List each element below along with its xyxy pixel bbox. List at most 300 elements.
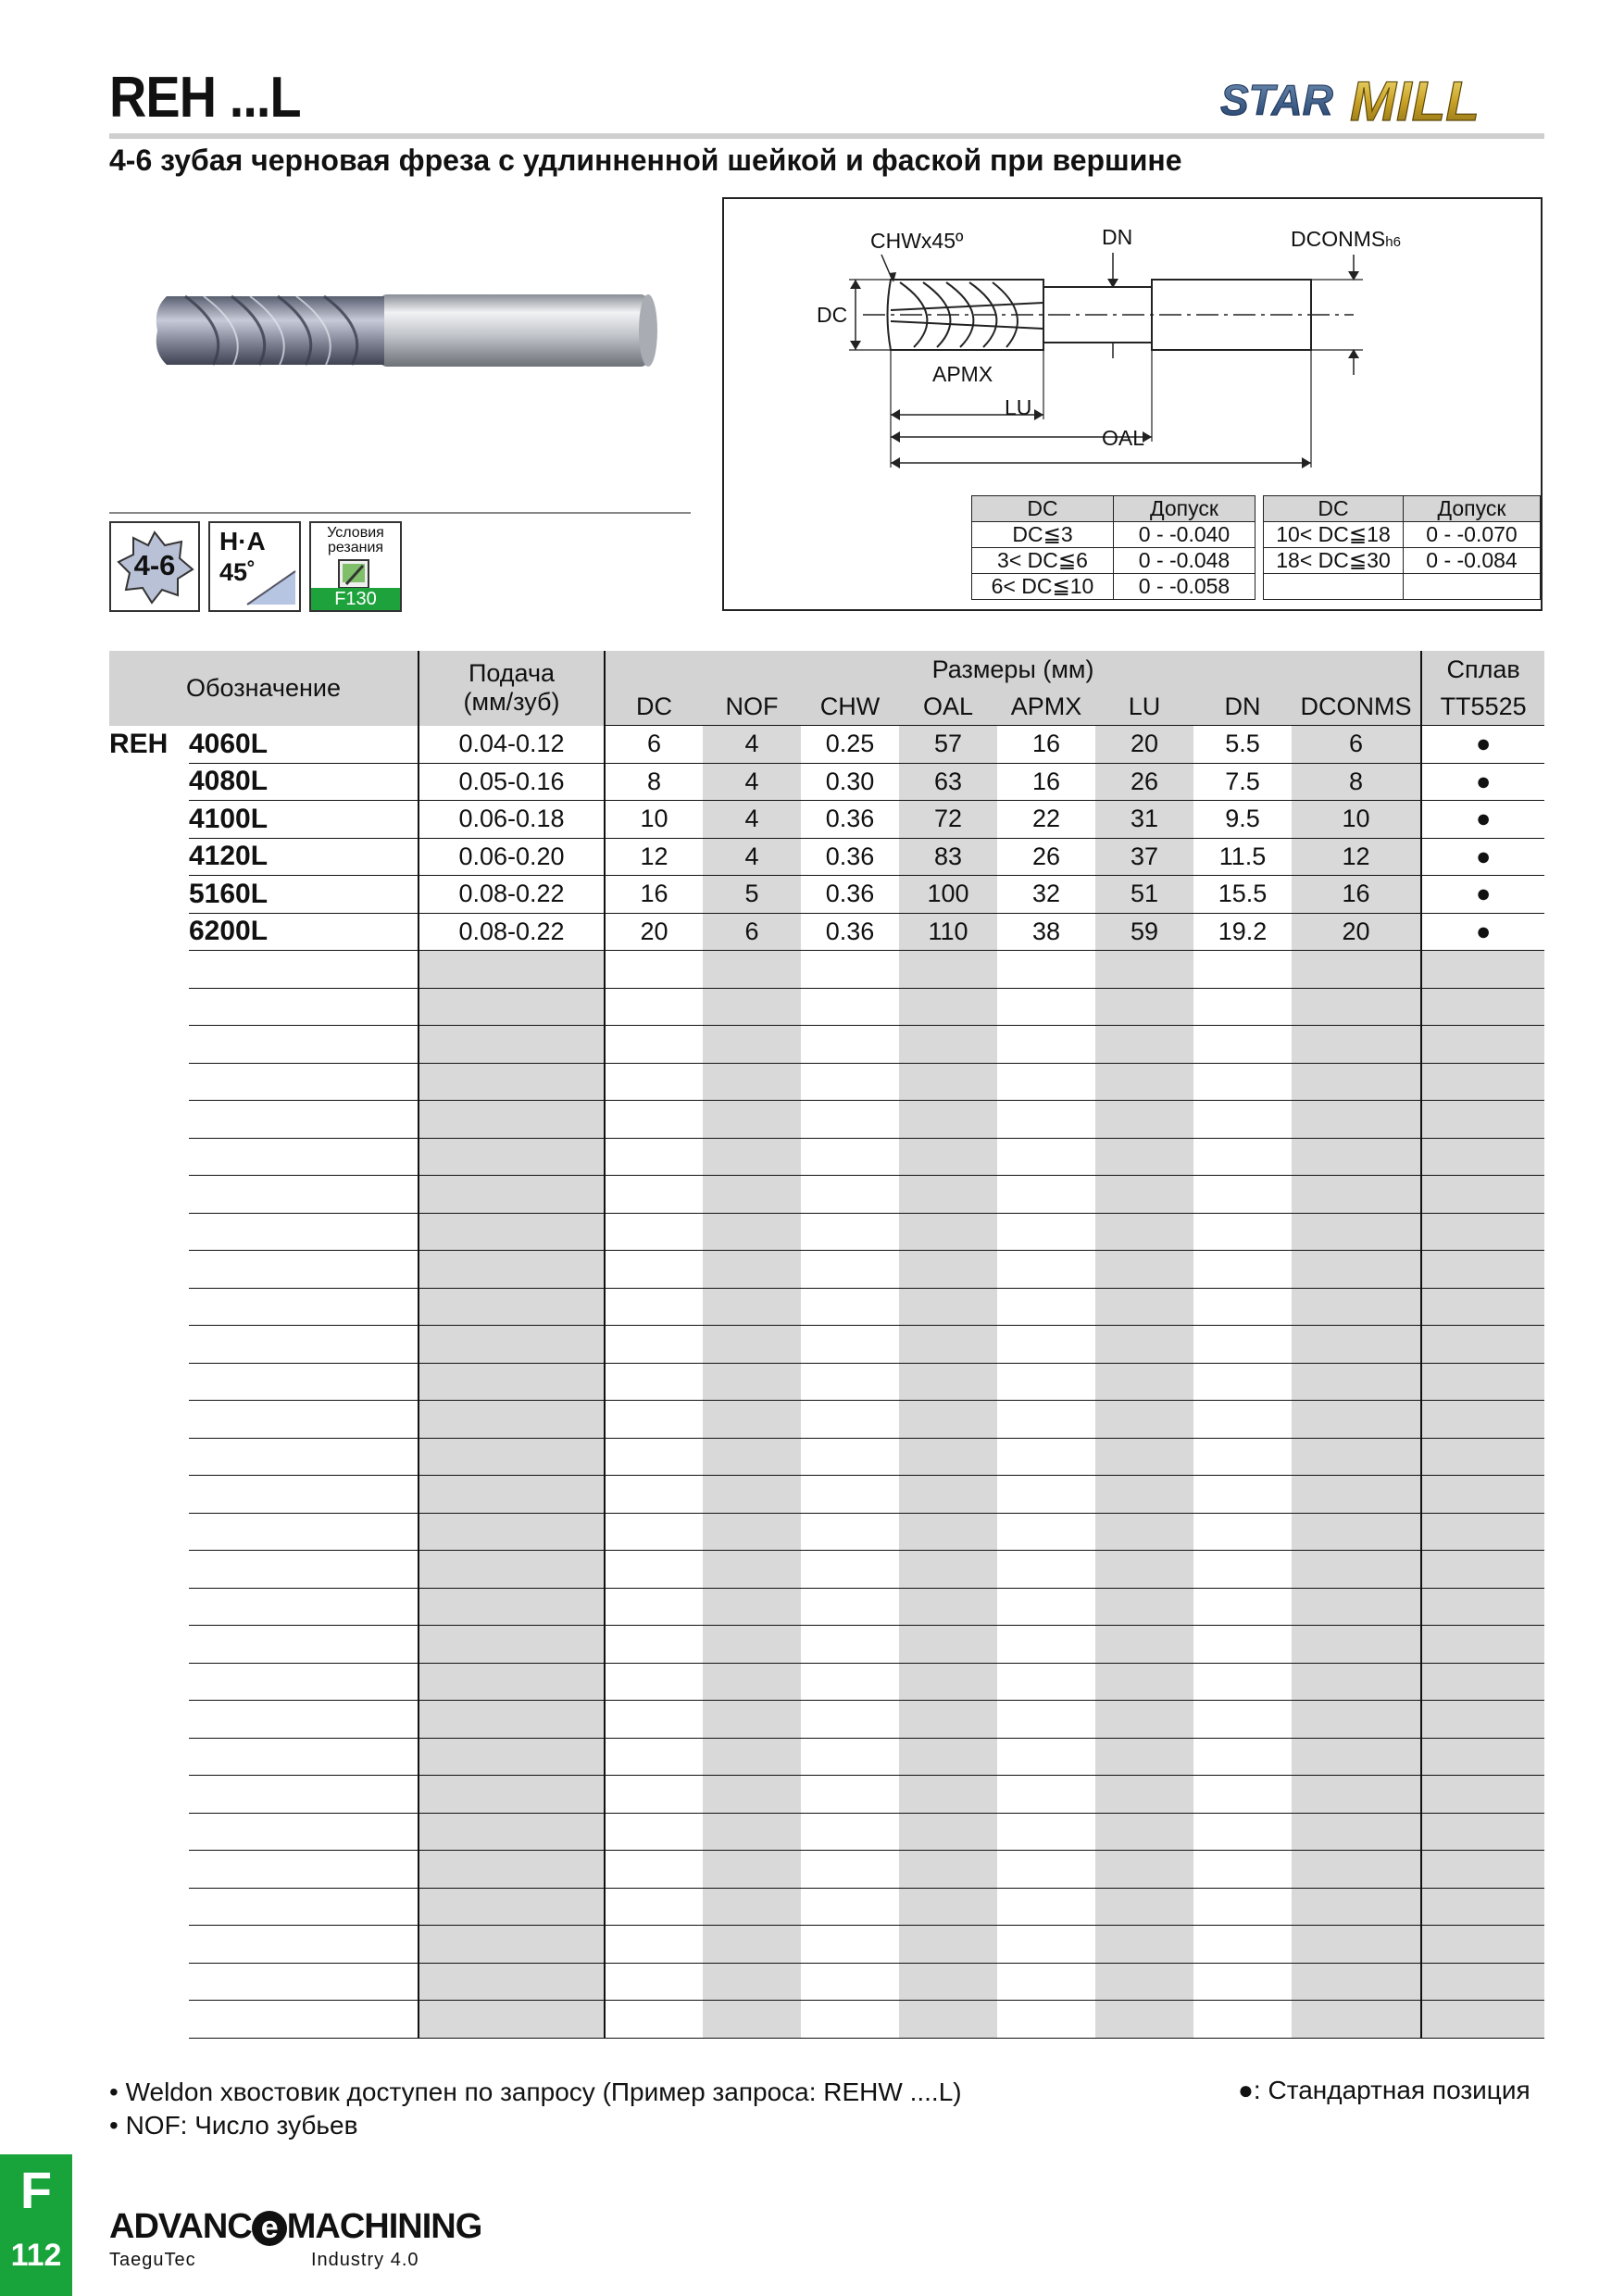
empty-row [109,1513,1544,1551]
empty-cell [1193,1888,1292,1926]
empty-cell [1095,1401,1193,1439]
empty-row [109,1626,1544,1664]
empty-cell [109,2001,189,2039]
empty-cell [1292,1888,1421,1926]
empty-cell [899,1888,997,1926]
empty-cell [605,988,703,1026]
empty-cell [418,1438,605,1476]
empty-cell [1292,1363,1421,1401]
empty-cell [1421,1326,1544,1364]
empty-cell [109,1513,189,1551]
empty-cell [189,1476,418,1514]
empty-cell [189,1663,418,1701]
empty-cell [1421,1176,1544,1214]
empty-cell [1421,1026,1544,1064]
empty-cell [1095,1776,1193,1814]
empty-cell [1292,1213,1421,1251]
page-subtitle: 4-6 зубая черновая фреза с удлинненной шейкой и фаской при вершине [109,144,1182,177]
empty-cell [418,1888,605,1926]
cond-label-1: Условия [327,525,384,541]
cell-chw: 0.36 [801,913,899,951]
empty-cell [189,1288,418,1326]
cell-grade-availability: ● [1421,801,1544,839]
icon-divider [109,512,691,514]
empty-cell [605,1701,703,1739]
empty-cell [1421,1663,1544,1701]
empty-cell [703,1776,801,1814]
empty-cell [703,1438,801,1476]
empty-cell [1095,1438,1193,1476]
empty-cell [899,1326,997,1364]
empty-cell [1292,1026,1421,1064]
label-apmx: APMX [932,362,993,386]
end-mill-image [148,278,667,380]
empty-cell [1095,1513,1193,1551]
empty-cell [801,1363,899,1401]
empty-cell [801,1513,899,1551]
cell-feed: 0.06-0.20 [418,838,605,876]
cell-apmx: 16 [997,726,1095,764]
cell-nof: 4 [703,801,801,839]
cell-lu: 51 [1095,876,1193,914]
cell-chw: 0.36 [801,838,899,876]
empty-cell [1193,1438,1292,1476]
empty-cell [801,1888,899,1926]
empty-cell [1193,1851,1292,1889]
empty-cell [703,1101,801,1139]
table-row [109,876,1544,914]
cell-oal: 110 [899,913,997,951]
empty-cell [418,1776,605,1814]
cell-prefix [109,838,189,876]
empty-cell [703,1513,801,1551]
empty-cell [703,1063,801,1101]
empty-cell [1193,1776,1292,1814]
empty-cell [1193,1138,1292,1176]
empty-cell [109,1476,189,1514]
empty-cell [1193,1026,1292,1064]
empty-cell [801,1776,899,1814]
helix-angle-badge [208,521,301,612]
empty-cell [801,1626,899,1664]
empty-cell [418,988,605,1026]
cell-apmx: 16 [997,763,1095,801]
tol-cell: 0 - -0.058 [1114,574,1255,600]
cell-nof: 6 [703,913,801,951]
cell-nof: 4 [703,838,801,876]
cell-dconms: 20 [1292,913,1421,951]
empty-cell [605,1813,703,1851]
empty-cell [109,1401,189,1439]
empty-cell [703,1551,801,1589]
cond-page-ref[interactable]: F130 [311,588,400,610]
empty-cell [418,1251,605,1289]
tol-header-dc: DC [1264,496,1404,522]
empty-cell [997,988,1095,1026]
brand-sub-left: TaeguTec [109,2250,196,2270]
empty-cell [997,1813,1095,1851]
empty-cell [605,1476,703,1514]
empty-cell [1292,1063,1421,1101]
empty-cell [418,1701,605,1739]
empty-cell [899,1138,997,1176]
empty-cell [997,1288,1095,1326]
empty-cell [189,1926,418,1964]
empty-cell [1421,1851,1544,1889]
empty-cell [1421,1513,1544,1551]
empty-cell [1193,1288,1292,1326]
empty-cell [418,1363,605,1401]
cell-chw: 0.25 [801,726,899,764]
cell-grade-availability: ● [1421,726,1544,764]
empty-row [109,1251,1544,1289]
empty-row [109,1401,1544,1439]
label-dconms [1291,227,1401,252]
empty-cell [899,1213,997,1251]
empty-row [109,1476,1544,1514]
empty-cell [605,1063,703,1101]
empty-cell [899,2001,997,2039]
empty-cell [1421,1776,1544,1814]
empty-cell [801,1326,899,1364]
empty-cell [703,1813,801,1851]
empty-cell [997,1363,1095,1401]
empty-row [109,1551,1544,1589]
table-row [109,913,1544,951]
cell-chw: 0.30 [801,763,899,801]
empty-cell [703,1288,801,1326]
tol-cell: 6< DC≦10 [972,574,1114,600]
label-dn: DN [1102,225,1133,249]
flute-count-badge [109,521,200,612]
empty-cell [418,1513,605,1551]
empty-cell [997,1138,1095,1176]
empty-row [109,1363,1544,1401]
empty-cell [703,1026,801,1064]
empty-cell [1292,1438,1421,1476]
empty-cell [1292,1813,1421,1851]
empty-cell [801,1176,899,1214]
cell-lu: 59 [1095,913,1193,951]
cell-nof: 4 [703,763,801,801]
empty-cell [1421,1138,1544,1176]
empty-cell [418,1588,605,1626]
empty-cell [109,951,189,989]
cell-oal: 57 [899,726,997,764]
empty-cell [189,1626,418,1664]
empty-cell [189,951,418,989]
empty-cell [109,1776,189,1814]
empty-cell [703,1851,801,1889]
empty-cell [1292,1176,1421,1214]
empty-cell [801,1063,899,1101]
empty-cell [109,1026,189,1064]
empty-row [109,1026,1544,1064]
empty-cell [1095,1588,1193,1626]
empty-cell [899,1101,997,1139]
brand-right: MACHINING [286,2207,482,2246]
empty-cell [109,1738,189,1776]
empty-cell [109,1588,189,1626]
header-apmx: APMX [997,688,1095,726]
empty-row [109,1963,1544,2001]
empty-cell [605,1513,703,1551]
empty-cell [1095,1026,1193,1064]
empty-row [109,1063,1544,1101]
flute-count-label: 4-6 [133,549,176,581]
empty-cell [1193,1551,1292,1589]
empty-cell [605,1963,703,2001]
empty-row [109,1776,1544,1814]
empty-cell [109,1963,189,2001]
empty-cell [801,1101,899,1139]
empty-cell [1421,1288,1544,1326]
cell-grade-availability: ● [1421,913,1544,951]
cell-chw: 0.36 [801,801,899,839]
empty-cell [997,1251,1095,1289]
cell-dc: 12 [605,838,703,876]
tol-header-tolerance: Допуск [1114,496,1255,522]
empty-cell [1292,1138,1421,1176]
cell-dconms: 12 [1292,838,1421,876]
empty-cell [189,1138,418,1176]
page-title: REH ...L [109,66,301,130]
cell-nof: 5 [703,876,801,914]
empty-cell [109,1626,189,1664]
empty-row [109,988,1544,1026]
empty-cell [899,1176,997,1214]
empty-cell [1292,1963,1421,2001]
cell-designation: 6200L [189,913,418,951]
empty-cell [801,1926,899,1964]
header-designation: Обозначение [109,651,418,726]
cell-apmx: 22 [997,801,1095,839]
empty-cell [1095,1926,1193,1964]
empty-cell [997,1963,1095,2001]
empty-row [109,1101,1544,1139]
empty-cell [109,1438,189,1476]
empty-cell [418,1026,605,1064]
cell-lu: 37 [1095,838,1193,876]
empty-cell [1193,1588,1292,1626]
cell-dc: 6 [605,726,703,764]
empty-cell [189,1063,418,1101]
empty-cell [703,1888,801,1926]
cell-dc: 10 [605,801,703,839]
legend-standard: ●: Стандартная позиция [1238,2076,1530,2104]
header-oal: OAL [899,688,997,726]
empty-cell [1292,1251,1421,1289]
empty-cell [997,1176,1095,1214]
empty-cell [997,1026,1095,1064]
empty-cell [189,1888,418,1926]
empty-cell [899,1288,997,1326]
empty-cell [605,1926,703,1964]
empty-cell [605,1363,703,1401]
empty-cell [899,1513,997,1551]
empty-cell [189,1363,418,1401]
empty-cell [189,1813,418,1851]
empty-cell [1193,951,1292,989]
empty-cell [1292,1701,1421,1739]
empty-cell [1421,1701,1544,1739]
empty-row [109,1663,1544,1701]
cond-label-2: резания [327,540,384,555]
section-letter: F [19,2161,53,2219]
cell-feed: 0.05-0.16 [418,763,605,801]
cell-dc: 16 [605,876,703,914]
empty-cell [1193,1513,1292,1551]
empty-cell [703,1251,801,1289]
empty-cell [801,1213,899,1251]
empty-cell [801,1588,899,1626]
empty-cell [1095,1363,1193,1401]
empty-cell [418,1626,605,1664]
empty-cell [109,1888,189,1926]
tol-cell: 0 - -0.048 [1114,548,1255,574]
empty-cell [1292,1513,1421,1551]
empty-cell [189,1551,418,1589]
empty-cell [1095,951,1193,989]
empty-cell [801,1813,899,1851]
empty-cell [1292,1738,1421,1776]
empty-cell [189,1438,418,1476]
empty-cell [1292,1101,1421,1139]
empty-cell [109,1176,189,1214]
empty-cell [109,1288,189,1326]
empty-cell [1193,1401,1292,1439]
empty-cell [418,1213,605,1251]
cell-apmx: 38 [997,913,1095,951]
empty-cell [605,1401,703,1439]
empty-cell [899,1476,997,1514]
empty-cell [899,1926,997,1964]
empty-cell [899,1626,997,1664]
empty-cell [1095,1888,1193,1926]
empty-cell [1193,988,1292,1026]
empty-cell [189,1963,418,2001]
cell-feed: 0.08-0.22 [418,913,605,951]
empty-cell [1095,1213,1193,1251]
brand-sub-right: Industry 4.0 [311,2250,419,2270]
empty-cell [1292,1588,1421,1626]
empty-cell [1095,1851,1193,1889]
header-feed [418,651,605,726]
empty-cell [1292,1626,1421,1664]
empty-cell [418,1663,605,1701]
tol-header-tolerance: Допуск [1404,496,1541,522]
empty-cell [605,1101,703,1139]
empty-cell [997,1063,1095,1101]
tol-cell: 0 - -0.084 [1404,548,1541,574]
empty-cell [997,2001,1095,2039]
cell-grade-availability: ● [1421,838,1544,876]
table-row [109,726,1544,764]
cell-dn: 15.5 [1193,876,1292,914]
brand-left: ADVANC [109,2207,252,2246]
tol-cell [1264,574,1404,600]
empty-cell [997,1888,1095,1926]
empty-cell [109,1326,189,1364]
empty-row [109,1138,1544,1176]
empty-cell [418,1176,605,1214]
cell-dn: 19.2 [1193,913,1292,951]
empty-cell [1193,1213,1292,1251]
empty-cell [1095,988,1193,1026]
cell-feed: 0.06-0.18 [418,801,605,839]
empty-cell [189,1251,418,1289]
note-weldon: • Weldon хвостовик доступен по запросу (Пример запроса: REHW ....L) [109,2078,962,2106]
empty-cell [189,1738,418,1776]
cell-dn: 9.5 [1193,801,1292,839]
empty-cell [899,1251,997,1289]
tolerance-table-left [971,495,1255,600]
empty-cell [899,1738,997,1776]
empty-cell [189,1213,418,1251]
empty-cell [1095,2001,1193,2039]
empty-cell [1421,1101,1544,1139]
empty-cell [1292,1663,1421,1701]
empty-cell [418,1288,605,1326]
empty-cell [189,1776,418,1814]
empty-cell [801,1663,899,1701]
helix-angle-value: 45˚ [219,558,256,586]
cell-grade-availability: ● [1421,876,1544,914]
empty-cell [997,1926,1095,1964]
note-nof: • NOF: Число зубьев [109,2111,358,2140]
empty-cell [1292,1551,1421,1589]
empty-cell [997,1476,1095,1514]
empty-cell [1193,1251,1292,1289]
empty-cell [109,1251,189,1289]
empty-cell [1421,1063,1544,1101]
empty-cell [605,1588,703,1626]
empty-cell [899,951,997,989]
helix-angle-icon [210,523,299,610]
svg-text:STAR: STAR [1220,76,1333,124]
empty-cell [801,1851,899,1889]
empty-cell [1193,2001,1292,2039]
empty-cell [1292,1401,1421,1439]
empty-cell [1292,1326,1421,1364]
cell-dc: 8 [605,763,703,801]
empty-row [109,1288,1544,1326]
empty-cell [703,1626,801,1664]
cell-prefix [109,913,189,951]
empty-cell [605,1138,703,1176]
empty-cell [189,1401,418,1439]
empty-cell [1292,1476,1421,1514]
empty-cell [109,1926,189,1964]
cell-oal: 83 [899,838,997,876]
empty-cell [1095,1138,1193,1176]
empty-cell [899,1701,997,1739]
empty-cell [703,1663,801,1701]
empty-cell [997,1738,1095,1776]
tol-cell: 0 - -0.070 [1404,522,1541,548]
empty-cell [703,1588,801,1626]
empty-cell [605,1888,703,1926]
cell-oal: 63 [899,763,997,801]
empty-cell [899,1776,997,1814]
empty-cell [997,1513,1095,1551]
empty-cell [801,1438,899,1476]
empty-cell [899,1363,997,1401]
empty-cell [1193,1663,1292,1701]
empty-cell [899,1401,997,1439]
empty-cell [703,1401,801,1439]
table-row [109,838,1544,876]
